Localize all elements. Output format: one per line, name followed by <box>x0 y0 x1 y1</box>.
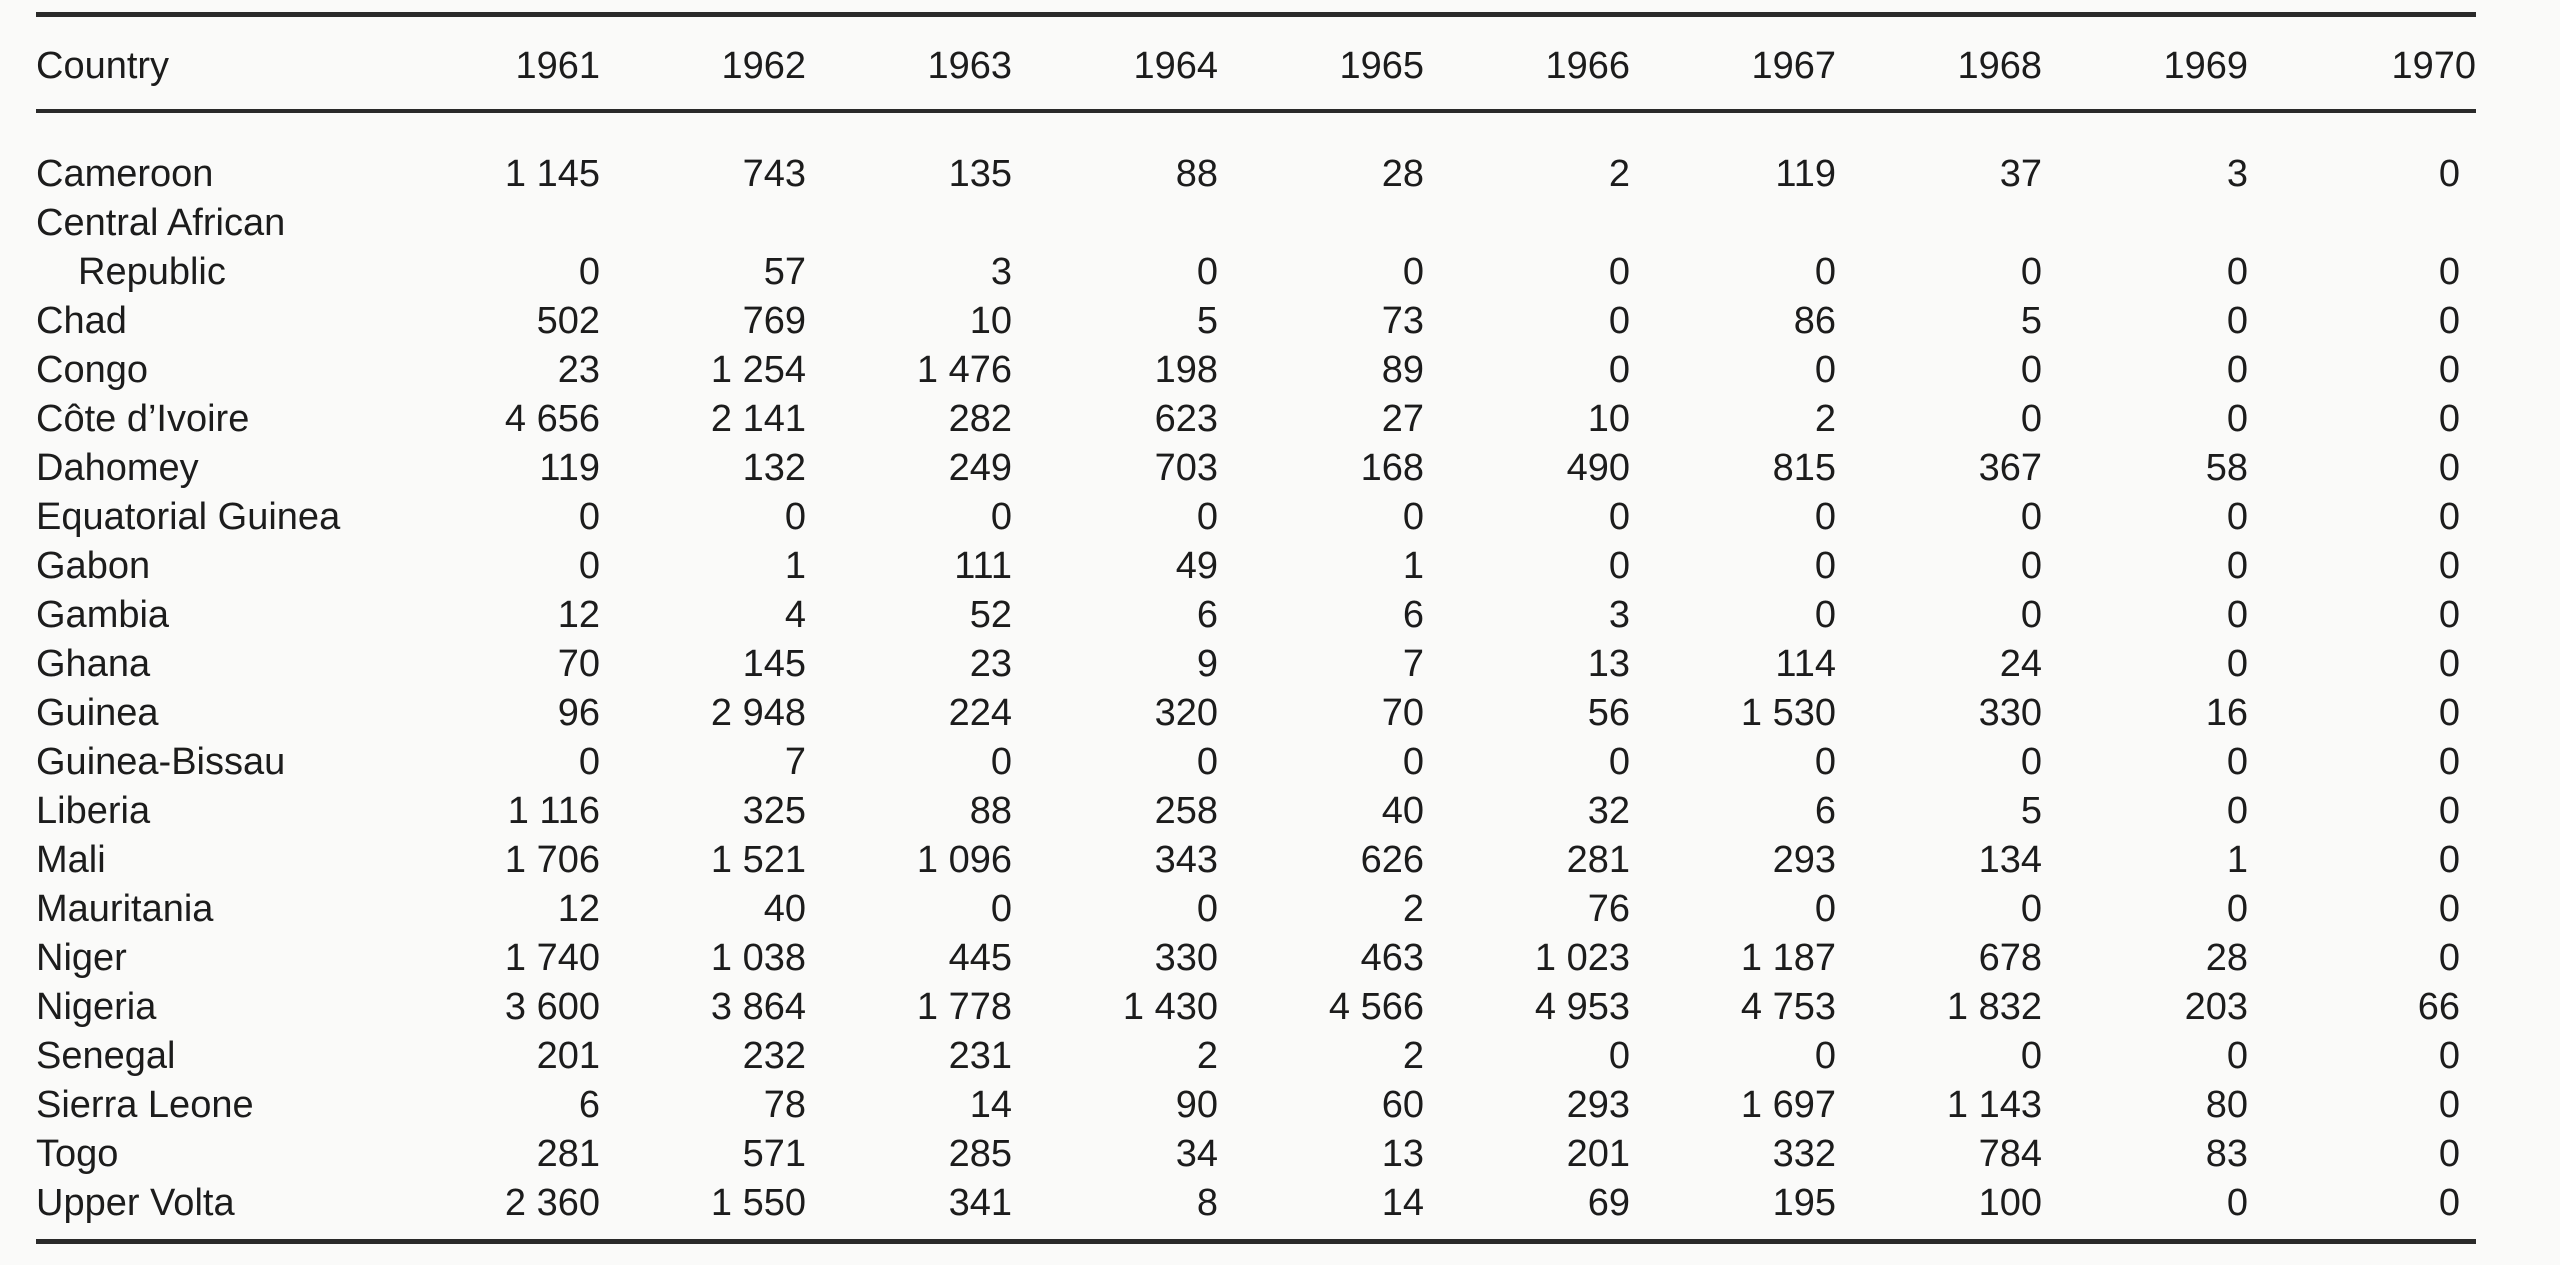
table-row <box>36 934 2476 983</box>
value-cell: 502 <box>536 300 600 342</box>
country-cell: Upper Volta <box>36 1182 235 1224</box>
value-cell: 0 <box>2438 349 2460 391</box>
value-cell: 88 <box>969 790 1012 832</box>
value-cell: 1 116 <box>507 790 600 832</box>
country-cell <box>36 199 416 297</box>
value-cell: 86 <box>1793 300 1836 342</box>
value-cell: 1 187 <box>1740 937 1836 979</box>
value-cell: 258 <box>1154 790 1218 832</box>
column-header-year: 1965 <box>1339 45 1424 87</box>
value-cell: 0 <box>2438 251 2460 293</box>
value-cell: 2 <box>1196 1035 1218 1077</box>
value-cell: 1 832 <box>1946 986 2042 1028</box>
value-cell: 330 <box>1978 692 2042 734</box>
value-cell: 66 <box>2417 986 2460 1028</box>
value-cell: 0 <box>1402 496 1424 538</box>
value-cell: 571 <box>742 1133 806 1175</box>
value-cell: 1 778 <box>916 986 1012 1028</box>
value-cell: 114 <box>1775 643 1836 685</box>
table-row <box>36 640 2476 689</box>
value-cell: 293 <box>1772 839 1836 881</box>
country-name-line2: Republic <box>78 251 226 293</box>
value-cell: 0 <box>2020 545 2042 587</box>
value-cell: 13 <box>1587 643 1630 685</box>
value-cell: 0 <box>1402 251 1424 293</box>
value-cell: 0 <box>1608 300 1630 342</box>
value-cell: 198 <box>1154 349 1218 391</box>
value-cell: 4 <box>784 594 806 636</box>
value-cell: 5 <box>2020 790 2042 832</box>
value-cell: 58 <box>2205 447 2248 489</box>
value-cell: 3 <box>1608 594 1630 636</box>
value-cell: 0 <box>2226 300 2248 342</box>
value-cell: 1 550 <box>710 1182 806 1224</box>
column-header-year: 1967 <box>1751 45 1836 87</box>
country-cell: Senegal <box>36 1035 176 1077</box>
value-cell: 24 <box>1999 643 2042 685</box>
value-cell: 0 <box>2438 545 2460 587</box>
value-cell: 769 <box>742 300 806 342</box>
value-cell: 743 <box>742 153 806 195</box>
value-cell: 0 <box>2438 1182 2460 1224</box>
value-cell: 0 <box>2020 496 2042 538</box>
value-cell: 0 <box>2438 937 2460 979</box>
value-cell: 27 <box>1381 398 1424 440</box>
value-cell: 343 <box>1154 839 1218 881</box>
column-header-year: 1966 <box>1545 45 1630 87</box>
column-header-year: 1969 <box>2163 45 2248 87</box>
value-cell: 1 521 <box>710 839 806 881</box>
value-cell: 28 <box>2205 937 2248 979</box>
value-cell: 201 <box>1566 1133 1630 1175</box>
country-cell: Gambia <box>36 594 170 636</box>
value-cell: 0 <box>990 741 1012 783</box>
value-cell: 0 <box>578 741 600 783</box>
value-cell: 0 <box>784 496 806 538</box>
value-cell: 703 <box>1154 447 1218 489</box>
value-cell: 100 <box>1978 1182 2042 1224</box>
value-cell: 0 <box>1814 349 1836 391</box>
value-cell: 0 <box>1196 741 1218 783</box>
value-cell: 83 <box>2205 1133 2248 1175</box>
value-cell: 0 <box>1608 1035 1630 1077</box>
table-row <box>36 493 2476 542</box>
value-cell: 3 <box>2226 153 2248 195</box>
value-cell: 623 <box>1154 398 1218 440</box>
value-cell: 0 <box>2226 594 2248 636</box>
value-cell: 10 <box>1587 398 1630 440</box>
value-cell: 9 <box>1196 643 1218 685</box>
value-cell: 1 430 <box>1122 986 1218 1028</box>
country-cell: Ghana <box>36 643 151 685</box>
value-cell: 2 141 <box>710 398 806 440</box>
value-cell: 7 <box>784 741 806 783</box>
value-cell: 0 <box>2438 1084 2460 1126</box>
value-cell: 0 <box>2020 251 2042 293</box>
value-cell: 0 <box>2020 1035 2042 1077</box>
value-cell: 0 <box>578 545 600 587</box>
value-cell: 0 <box>2438 741 2460 783</box>
country-cell: Mauritania <box>36 888 214 930</box>
value-cell: 0 <box>2438 398 2460 440</box>
value-cell: 96 <box>557 692 600 734</box>
value-cell: 135 <box>948 153 1012 195</box>
country-cell: Liberia <box>36 790 151 832</box>
value-cell: 0 <box>1814 545 1836 587</box>
value-cell: 249 <box>948 447 1012 489</box>
value-cell: 23 <box>969 643 1012 685</box>
value-cell: 0 <box>1608 496 1630 538</box>
value-cell: 34 <box>1175 1133 1218 1175</box>
value-cell: 626 <box>1360 839 1424 881</box>
value-cell: 132 <box>742 447 806 489</box>
value-cell: 0 <box>1196 496 1218 538</box>
value-cell: 0 <box>1608 741 1630 783</box>
value-cell: 0 <box>2226 545 2248 587</box>
value-cell: 1 145 <box>504 153 600 195</box>
value-cell: 0 <box>1608 349 1630 391</box>
value-cell: 1 023 <box>1534 937 1630 979</box>
value-cell: 1 <box>1402 545 1424 587</box>
value-cell: 0 <box>1814 251 1836 293</box>
value-cell: 78 <box>763 1084 806 1126</box>
value-cell: 784 <box>1978 1133 2042 1175</box>
country-cell: Congo <box>36 349 148 391</box>
value-cell: 463 <box>1360 937 1424 979</box>
value-cell: 2 <box>1814 398 1836 440</box>
value-cell: 8 <box>1196 1182 1218 1224</box>
value-cell: 0 <box>2438 643 2460 685</box>
column-header-country: Country <box>36 45 170 87</box>
table-body <box>36 132 2476 1228</box>
value-cell: 6 <box>1402 594 1424 636</box>
value-cell: 14 <box>969 1084 1012 1126</box>
value-cell: 2 360 <box>504 1182 600 1224</box>
value-cell: 0 <box>2226 790 2248 832</box>
value-cell: 2 948 <box>710 692 806 734</box>
value-cell: 0 <box>1196 888 1218 930</box>
value-cell: 293 <box>1566 1084 1630 1126</box>
value-cell: 76 <box>1587 888 1630 930</box>
value-cell: 32 <box>1587 790 1630 832</box>
value-cell: 232 <box>742 1035 806 1077</box>
value-cell: 0 <box>2438 790 2460 832</box>
table-row <box>36 787 2476 836</box>
column-header-year: 1964 <box>1133 45 1218 87</box>
value-cell: 37 <box>1999 153 2042 195</box>
value-cell: 815 <box>1772 447 1836 489</box>
value-cell: 0 <box>2020 349 2042 391</box>
table-row <box>36 542 2476 591</box>
value-cell: 0 <box>2226 741 2248 783</box>
value-cell: 0 <box>1814 888 1836 930</box>
value-cell: 0 <box>1814 1035 1836 1077</box>
country-cell: Chad <box>36 300 127 342</box>
value-cell: 3 <box>990 251 1012 293</box>
value-cell: 16 <box>2205 692 2248 734</box>
value-cell: 23 <box>557 349 600 391</box>
value-cell: 0 <box>578 496 600 538</box>
value-cell: 0 <box>2438 447 2460 489</box>
value-cell: 0 <box>2438 839 2460 881</box>
value-cell: 4 753 <box>1740 986 1836 1028</box>
value-cell: 282 <box>948 398 1012 440</box>
value-cell: 134 <box>1978 839 2042 881</box>
value-cell: 88 <box>1175 153 1218 195</box>
value-cell: 490 <box>1566 447 1630 489</box>
value-cell: 341 <box>948 1182 1012 1224</box>
value-cell: 3 864 <box>710 986 806 1028</box>
table-row <box>36 591 2476 640</box>
value-cell: 0 <box>2226 1035 2248 1077</box>
header-row <box>36 0 2476 132</box>
value-cell: 73 <box>1381 300 1424 342</box>
value-cell: 70 <box>557 643 600 685</box>
value-cell: 0 <box>2226 643 2248 685</box>
country-cell: Gabon <box>36 545 151 587</box>
value-cell: 1 038 <box>710 937 806 979</box>
value-cell: 0 <box>2020 741 2042 783</box>
value-cell: 445 <box>948 937 1012 979</box>
table-header <box>36 0 2476 132</box>
value-cell: 0 <box>990 888 1012 930</box>
table-bottom-rule <box>36 1239 2476 1244</box>
table-row <box>36 1130 2476 1179</box>
value-cell: 52 <box>969 594 1012 636</box>
value-cell: 285 <box>948 1133 1012 1175</box>
value-cell: 6 <box>1814 790 1836 832</box>
value-cell: 0 <box>2226 251 2248 293</box>
country-cell: Mali <box>36 839 106 881</box>
value-cell: 4 566 <box>1328 986 1424 1028</box>
country-cell: Dahomey <box>36 447 199 489</box>
value-cell: 2 <box>1402 1035 1424 1077</box>
country-cell: Guinea <box>36 692 159 734</box>
table-row <box>36 689 2476 738</box>
value-cell: 60 <box>1381 1084 1424 1126</box>
country-cell: Nigeria <box>36 986 157 1028</box>
value-cell: 1 530 <box>1740 692 1836 734</box>
value-cell: 0 <box>1196 251 1218 293</box>
value-cell: 0 <box>2226 398 2248 440</box>
table-row <box>36 836 2476 885</box>
value-cell: 5 <box>1196 300 1218 342</box>
value-cell: 3 600 <box>504 986 600 1028</box>
value-cell: 1 476 <box>916 349 1012 391</box>
value-cell: 330 <box>1154 937 1218 979</box>
value-cell: 0 <box>2438 496 2460 538</box>
value-cell: 1 <box>784 545 806 587</box>
value-cell: 201 <box>536 1035 600 1077</box>
table-row <box>36 1032 2476 1081</box>
value-cell: 0 <box>1814 496 1836 538</box>
value-cell: 0 <box>990 496 1012 538</box>
table-row <box>36 346 2476 395</box>
table-row <box>36 297 2476 346</box>
value-cell: 0 <box>2226 349 2248 391</box>
value-cell: 195 <box>1772 1182 1836 1224</box>
table-row <box>36 1179 2476 1228</box>
value-cell: 10 <box>969 300 1012 342</box>
column-header-year: 1961 <box>515 45 600 87</box>
country-cell: Cameroon <box>36 153 214 195</box>
value-cell: 678 <box>1978 937 2042 979</box>
value-cell: 0 <box>1814 741 1836 783</box>
table-row <box>36 1081 2476 1130</box>
value-cell: 40 <box>763 888 806 930</box>
value-cell: 0 <box>1402 741 1424 783</box>
value-cell: 2 <box>1402 888 1424 930</box>
value-cell: 119 <box>1775 153 1836 195</box>
column-header-year: 1968 <box>1957 45 2042 87</box>
value-cell: 0 <box>2438 153 2460 195</box>
table-row <box>36 885 2476 934</box>
value-cell: 13 <box>1381 1133 1424 1175</box>
table-row <box>36 444 2476 493</box>
table-row <box>36 132 2476 199</box>
value-cell: 0 <box>2226 888 2248 930</box>
value-cell: 14 <box>1381 1182 1424 1224</box>
value-cell: 12 <box>557 594 600 636</box>
value-cell: 49 <box>1175 545 1218 587</box>
table-row <box>36 395 2476 444</box>
value-cell: 367 <box>1978 447 2042 489</box>
value-cell: 0 <box>2438 300 2460 342</box>
value-cell: 203 <box>2184 986 2248 1028</box>
value-cell: 0 <box>2020 888 2042 930</box>
value-cell: 1 <box>2226 839 2248 881</box>
value-cell: 90 <box>1175 1084 1218 1126</box>
table-row <box>36 738 2476 787</box>
value-cell: 56 <box>1587 692 1630 734</box>
value-cell: 1 096 <box>916 839 1012 881</box>
value-cell: 1 706 <box>504 839 600 881</box>
value-cell: 0 <box>2226 1182 2248 1224</box>
value-cell: 145 <box>742 643 806 685</box>
value-cell: 119 <box>539 447 600 489</box>
value-cell: 5 <box>2020 300 2042 342</box>
value-cell: 224 <box>948 692 1012 734</box>
value-cell: 168 <box>1360 447 1424 489</box>
value-cell: 69 <box>1587 1182 1630 1224</box>
value-cell: 320 <box>1154 692 1218 734</box>
value-cell: 325 <box>742 790 806 832</box>
column-header-year: 1970 <box>2391 45 2476 87</box>
table-row <box>36 983 2476 1032</box>
country-cell: Sierra Leone <box>36 1084 254 1126</box>
country-cell: Togo <box>36 1133 119 1175</box>
value-cell: 89 <box>1381 349 1424 391</box>
country-cell: Niger <box>36 937 127 979</box>
value-cell: 0 <box>2020 398 2042 440</box>
country-cell: Côte d’Ivoire <box>36 398 250 440</box>
data-table <box>36 0 2476 1228</box>
value-cell: 0 <box>2438 594 2460 636</box>
value-cell: 12 <box>557 888 600 930</box>
value-cell: 6 <box>1196 594 1218 636</box>
value-cell: 7 <box>1402 643 1424 685</box>
value-cell: 6 <box>578 1084 600 1126</box>
value-cell: 0 <box>2438 1133 2460 1175</box>
value-cell: 281 <box>536 1133 600 1175</box>
value-cell: 40 <box>1381 790 1424 832</box>
value-cell: 0 <box>2020 594 2042 636</box>
value-cell: 0 <box>2226 496 2248 538</box>
value-cell: 0 <box>1608 251 1630 293</box>
value-cell: 231 <box>948 1035 1012 1077</box>
value-cell: 4 953 <box>1534 986 1630 1028</box>
column-header-year: 1962 <box>721 45 806 87</box>
value-cell: 0 <box>2438 692 2460 734</box>
value-cell: 0 <box>2438 1035 2460 1077</box>
value-cell: 0 <box>2438 888 2460 930</box>
value-cell: 70 <box>1381 692 1424 734</box>
value-cell: 111 <box>954 545 1012 587</box>
country-name-line1: Central African <box>36 202 286 244</box>
value-cell: 1 697 <box>1740 1084 1836 1126</box>
value-cell: 0 <box>1814 594 1836 636</box>
value-cell: 80 <box>2205 1084 2248 1126</box>
value-cell: 332 <box>1772 1133 1836 1175</box>
value-cell: 1 254 <box>710 349 806 391</box>
value-cell: 0 <box>578 251 600 293</box>
value-cell: 1 143 <box>1946 1084 2042 1126</box>
value-cell: 281 <box>1566 839 1630 881</box>
column-header-year: 1963 <box>927 45 1012 87</box>
country-cell: Guinea-Bissau <box>36 741 286 783</box>
value-cell: 2 <box>1608 153 1630 195</box>
country-cell: Equatorial Guinea <box>36 496 341 538</box>
table-row <box>36 199 2476 297</box>
value-cell: 1 740 <box>504 937 600 979</box>
value-cell: 0 <box>1608 545 1630 587</box>
value-cell: 57 <box>763 251 806 293</box>
value-cell: 4 656 <box>504 398 600 440</box>
value-cell: 28 <box>1381 153 1424 195</box>
